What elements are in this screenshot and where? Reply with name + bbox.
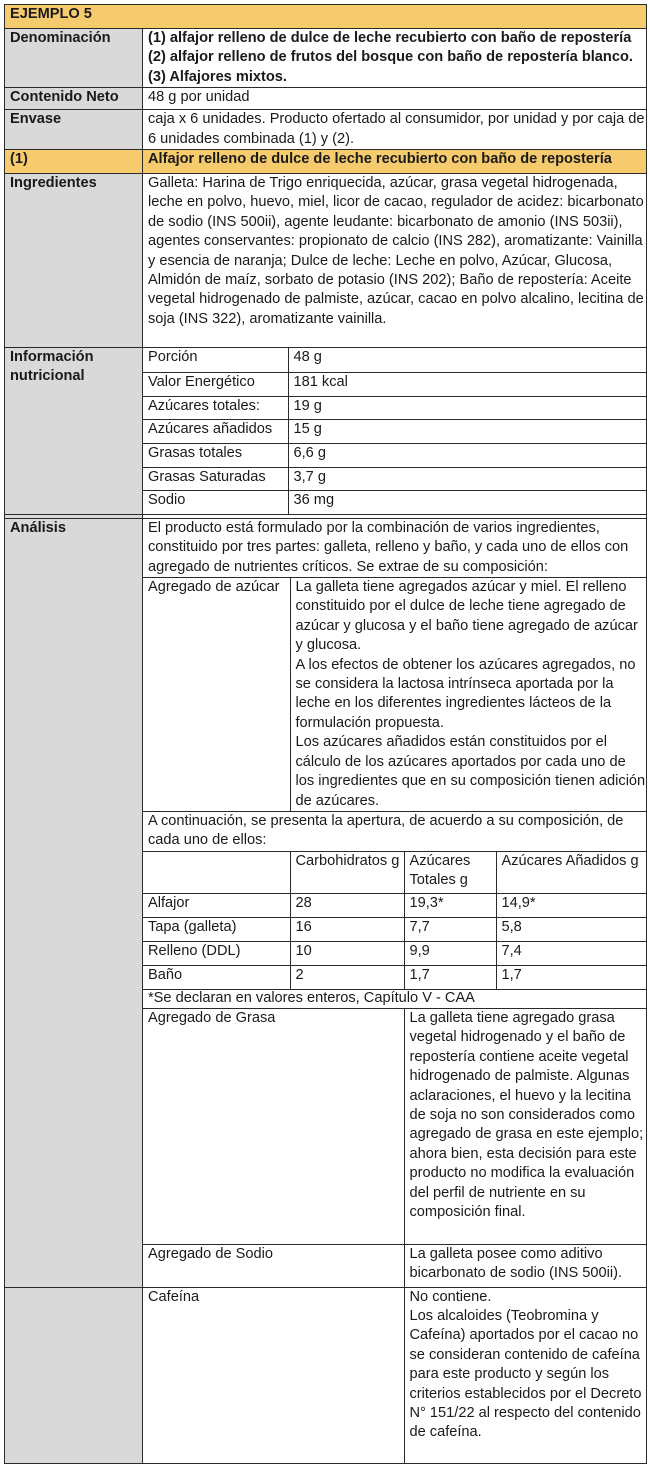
breakdown-row <box>143 966 646 990</box>
apertura-text: A continuación, se presenta la apertura, de acuerdo a su composición, de cada uno de ellos: <box>143 812 646 852</box>
nutrition-row <box>143 396 646 419</box>
contenido-neto-label: Contenido Neto <box>5 88 143 110</box>
breakdown-anadidos: 7,4 <box>496 942 646 966</box>
breakdown-row <box>143 894 646 918</box>
nutrient-value: 6,6 g <box>288 443 646 467</box>
envase-label: Envase <box>5 110 143 150</box>
azucar-paragraph: Los azúcares añadidos están constituidos por el cálculo de los azúcares aportados por cada uno de los ingredientes que en su composición tienen adición de azúcares. <box>295 734 646 809</box>
azucar-paragraph: La galleta tiene agregados azúcar y miel. El relleno constituido por el dulce de leche tiene agregado de azúcar y glucosa y el baño tiene agregado de azúcar y glucosa. <box>295 579 638 654</box>
breakdown-anadidos: 1,7 <box>496 966 646 990</box>
sodio-text: La galleta posee como aditivo bicarbonato de sodio (INS 500ii). <box>404 1245 646 1287</box>
nutrition-row <box>143 419 646 443</box>
nutrient-value: 48 g <box>288 348 646 372</box>
cafeina-line: Los alcaloides (Teobromina y Cafeína) aportados por el cacao no se consideran contenido de cafeína para este producto y según los criterios establecidos por el Decreto N° 151/22 al respecto del contenido de cafeína. <box>409 1307 642 1441</box>
nutrition-row <box>143 490 646 514</box>
sodio-label: Agregado de Sodio <box>143 1245 404 1287</box>
breakdown-anadidos: 5,8 <box>496 918 646 942</box>
contenido-neto-value: 48 g por unidad <box>143 88 647 110</box>
cafeina-label: Cafeína <box>143 1288 404 1463</box>
nutrition-row <box>143 372 646 396</box>
cafeina-gray-cell <box>5 1287 143 1463</box>
nutrient-name: Sodio <box>143 490 288 514</box>
ingredientes-label: Ingredientes <box>5 174 143 348</box>
nutrient-value: 15 g <box>288 419 646 443</box>
denominacion-line: (1) alfajor relleno de dulce de leche recubierto con baño de repostería <box>148 30 632 46</box>
nutricional-cell <box>143 348 647 515</box>
breakdown-header: Azúcares Totales g <box>404 852 496 894</box>
breakdown-carbs: 16 <box>290 918 404 942</box>
ingredientes-text: Galleta: Harina de Trigo enriquecida, azúcar, grasa vegetal hidrogenada, leche en polvo, huevo, miel, licor de cacao, regulador de acidez: bicarbonato de sodio (INS 500ii), agente leudante: bicarbonato de amonio (INS 503ii), agentes conservantes: propionato de calcio (INS 282), aromatizante: Vainilla y esencia de naranja; Dulce de leche: Leche en polvo, Azúcar, Glucosa, Almidón de maíz, sorbato de potasio (INS 202); Baño de repostería: Aceite vegetal hidrogenado de palmiste, azúcar, cacao en polvo alcalino, lecitina de soja (INS 322), aromatizante vainilla. <box>143 174 647 348</box>
nutrition-row <box>143 443 646 467</box>
breakdown-header-row <box>143 852 646 894</box>
azucar-paragraph: A los efectos de obtener los azúcares agregados, no se considera la lactosa intrínseca aportada por la leche en los diferentes ingredientes lácteos de la formulación propuesta. <box>295 656 636 731</box>
nutrient-value: 181 kcal <box>288 372 646 396</box>
nutrition-table <box>143 348 646 514</box>
breakdown-header: Carbohidratos g <box>290 852 404 894</box>
breakdown-footnote: *Se declaran en valores enteros, Capítulo V - CAA <box>143 990 646 1009</box>
section-number: (1) <box>5 150 143 174</box>
nutrient-name: Grasas Saturadas <box>143 467 288 490</box>
nutrient-name: Grasas totales <box>143 443 288 467</box>
azucar-text <box>290 578 646 812</box>
analisis-cell <box>143 519 647 1288</box>
breakdown-carbs: 28 <box>290 894 404 918</box>
nutrient-name: Porción <box>143 348 288 372</box>
breakdown-header-empty <box>143 852 290 894</box>
nutrient-name: Azúcares añadidos <box>143 419 288 443</box>
cafeina-line: No contiene. <box>409 1288 492 1305</box>
breakdown-name: Relleno (DDL) <box>143 942 290 966</box>
analisis-intro: El producto está formulado por la combinación de varios ingredientes, constituido por tres partes: galleta, relleno y baño, y cada uno de ellos con agregado de nutrientes críticos. Se extrae de su composición: <box>148 520 629 575</box>
nutrient-value: 19 g <box>288 396 646 419</box>
nutrition-row <box>143 467 646 490</box>
example-title: EJEMPLO 5 <box>5 5 647 29</box>
breakdown-totales: 9,9 <box>404 942 496 966</box>
section-title: Alfajor relleno de dulce de leche recubierto con baño de repostería <box>143 150 647 174</box>
denominacion-line: (2) alfajor relleno de frutos del bosque con baño de repostería blanco. <box>148 49 633 66</box>
cafeina-table <box>143 1288 646 1463</box>
denominacion-label: Denominación <box>5 29 143 88</box>
breakdown-row <box>143 942 646 966</box>
breakdown-name: Tapa (galleta) <box>143 918 290 942</box>
breakdown-name: Baño <box>143 966 290 990</box>
nutrient-name: Valor Energético <box>143 372 288 396</box>
breakdown-carbs: 10 <box>290 942 404 966</box>
breakdown-totales: 19,3* <box>404 894 496 918</box>
nutrition-row <box>143 348 646 372</box>
denominacion-value <box>143 29 647 88</box>
breakdown-row <box>143 918 646 942</box>
breakdown-totales: 7,7 <box>404 918 496 942</box>
cafeina-cell <box>143 1287 647 1463</box>
nutrient-value: 3,7 g <box>288 467 646 490</box>
grasa-text: La galleta tiene agregado grasa vegetal hidrogenado y el baño de repostería contiene aceite vegetal hidrogenado de palmiste. Algunas aclaraciones, el huevo y la lecitina de soja no son considerados como agregado de grasa en este ejemplo; ahora bien, esta decisión para este producto no modifica la evaluación del perfil de nutriente en su composición final. <box>404 1009 646 1245</box>
breakdown-name: Alfajor <box>143 894 290 918</box>
analisis-table <box>143 577 646 1287</box>
envase-value: caja x 6 unidades. Producto ofertado al consumidor, por unidad y por caja de 6 unidades combinada (1) y (2). <box>143 110 647 150</box>
breakdown-totales: 1,7 <box>404 966 496 990</box>
example-table <box>4 4 647 1464</box>
nutricional-label: Información nutricional <box>5 348 143 515</box>
nutrient-value: 36 mg <box>288 490 646 514</box>
breakdown-anadidos: 14,9* <box>496 894 646 918</box>
nutrient-name: Azúcares totales: <box>143 396 288 419</box>
grasa-label: Agregado de Grasa <box>143 1009 404 1245</box>
analisis-label: Análisis <box>5 519 143 1288</box>
breakdown-carbs: 2 <box>290 966 404 990</box>
cafeina-text <box>404 1288 646 1463</box>
denominacion-line: (3) Alfajores mixtos. <box>148 68 287 85</box>
breakdown-header: Azúcares Añadidos g <box>496 852 646 894</box>
azucar-label: Agregado de azúcar <box>143 578 290 812</box>
